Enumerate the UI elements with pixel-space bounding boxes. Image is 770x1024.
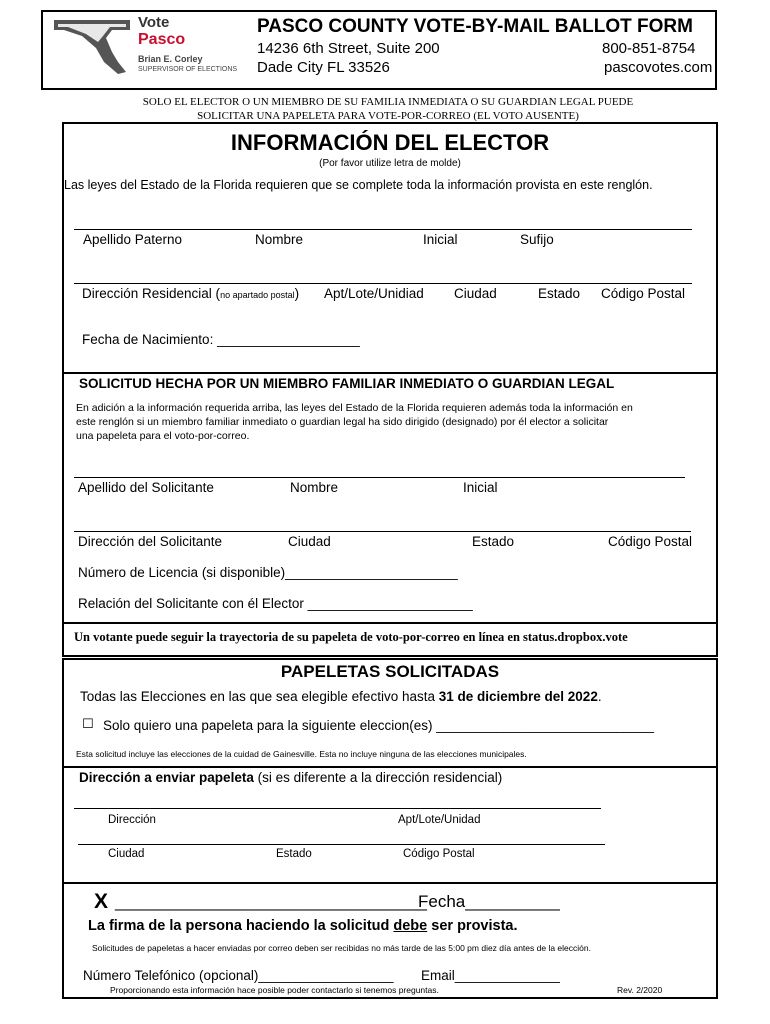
label-apellido-paterno: Apellido Paterno: [83, 232, 183, 247]
footer-note: Proporcionando esta información hace posible poder contactarlo si tenemos preguntas.: [110, 985, 439, 995]
label-apt-lote: Apt/Lote/Unidiad: [324, 286, 424, 301]
label-mail-estado: Estado: [276, 848, 312, 860]
mailing-address-line[interactable]: [74, 808, 601, 809]
notice: [60, 95, 716, 123]
elector-title: INFORMACIÓN DEL ELECTOR: [230, 130, 550, 155]
header-address-2: Dade City FL 33526: [257, 59, 390, 76]
elector-address-line[interactable]: [74, 283, 692, 284]
signature-required-text: [88, 918, 518, 934]
elector-subtitle: (Por favor utilize letra de molde): [319, 158, 461, 169]
family-title: SOLICITUD HECHA POR UN MIEMBRO FAMILIAR INMEDIATO O GUARDIAN LEGAL: [79, 376, 615, 391]
label-ciudad: Ciudad: [454, 286, 497, 301]
label-sufijo: Sufijo: [520, 232, 554, 247]
form-title: PASCO COUNTY VOTE-BY-MAIL BALLOT FORM: [257, 16, 693, 37]
elector-law-text: Las leyes del Estado de la Florida requieren que se complete toda la información provista en este renglón.: [64, 178, 653, 192]
email-field[interactable]: Email______________: [421, 968, 560, 983]
logo-role: SUPERVISOR OF ELECTIONS: [138, 66, 238, 73]
tracking-text: Un votante puede seguir la trayectoria de su papeleta de voto-por-correo en línea en status.dropbox.vote: [74, 630, 628, 644]
address-label-close: ): [294, 286, 300, 301]
deadline-text: Solicitudes de papeletas a hacer enviadas por correo deben ser recibidas no más tarde de las 5:00 pm diez día antes de la elección.: [92, 943, 591, 953]
label-inicial: Inicial: [423, 232, 458, 247]
elector-name-line[interactable]: [74, 229, 692, 230]
label-solicitante-inicial: Inicial: [463, 480, 498, 495]
label-solicitante-ciudad: Ciudad: [288, 534, 331, 549]
header-phone: 800-851-8754: [602, 40, 696, 57]
mailing-city-line[interactable]: [78, 844, 605, 845]
family-text-1: En adición a la información requerida arriba, las leyes del Estado de la Florida requieren además toda la información en: [76, 402, 633, 414]
notice-line-2: SOLICITAR UNA PAPELETA PARA VOTE-POR-CORREO (EL VOTO AUSENTE): [197, 110, 579, 122]
required-prefix: La firma de la persona haciendo la solicitud: [88, 918, 394, 934]
notice-line-1: SOLO EL ELECTOR O UN MIEMBRO DE SU FAMILIA INMEDIATA O SU GUARDIAN LEGAL PUEDE: [142, 96, 634, 108]
all-elections-option[interactable]: [80, 689, 602, 704]
label-solicitante-codigo: Código Postal: [608, 534, 693, 549]
label-mail-apt: Apt/Lote/Unidad: [398, 814, 481, 826]
phone-field[interactable]: Número Telefónico (opcional)__________________: [83, 968, 394, 983]
address-label-text: Dirección Residencial (: [82, 286, 221, 301]
mailing-title-rest: (si es diferente a la dirección residencial): [253, 770, 503, 785]
logo-name: Brian E. Corley: [138, 54, 203, 64]
label-mail-ciudad: Ciudad: [108, 848, 145, 860]
family-text-2: este renglón si un miembro familiar inmediato o guardian legal ha sido dirigido (designado) por él elector a solicitar: [76, 416, 609, 428]
signature-date-field[interactable]: Fecha__________: [418, 892, 560, 911]
label-mail-direccion: Dirección: [108, 814, 156, 826]
label-direccion-residencial: [82, 286, 299, 301]
label-mail-codigo: Código Postal: [403, 848, 475, 860]
signature-line[interactable]: _________________________________: [115, 892, 428, 911]
logo-pasco: Pasco: [138, 31, 186, 48]
mailing-title-bold: Dirección a enviar papeleta: [79, 770, 254, 785]
required-word: debe: [393, 918, 428, 934]
header-address-1: 14236 6th Street, Suite 200: [257, 40, 440, 57]
label-direccion-solicitante: Dirección del Solicitante: [78, 534, 223, 549]
label-solicitante-nombre: Nombre: [290, 480, 339, 495]
applicant-address-line[interactable]: [74, 531, 691, 532]
address-label-small: no apartado postal: [220, 290, 295, 300]
specific-election-text[interactable]: Solo quiero una papeleta para la siguiente eleccion(es) _____________________________: [103, 718, 654, 733]
specific-election-checkbox[interactable]: ☐: [82, 717, 94, 732]
required-suffix: ser provista.: [427, 918, 518, 934]
all-elections-prefix: Todas las Elecciones en las que sea elegible efectivo hasta: [80, 689, 439, 704]
all-elections-date: 31 de diciembre del 2022: [438, 689, 598, 704]
label-apellido-solicitante: Apellido del Solicitante: [78, 480, 214, 495]
family-text-3: una papeleta para el voto-por-correo.: [76, 430, 250, 442]
relation-field[interactable]: Relación del Solicitante con él Elector ______________________: [78, 596, 473, 611]
all-elections-suffix: .: [597, 689, 602, 704]
label-nombre: Nombre: [255, 232, 304, 247]
florida-map-icon: [52, 16, 136, 78]
label-estado: Estado: [538, 286, 581, 301]
logo: [52, 14, 238, 78]
mailing-title: [79, 770, 502, 785]
header-website: pascovotes.com: [604, 59, 713, 76]
label-solicitante-estado: Estado: [472, 534, 515, 549]
license-number-field[interactable]: Número de Licencia (si disponible)_______________________: [78, 565, 458, 580]
birth-date-field[interactable]: Fecha de Nacimiento: ___________________: [82, 332, 360, 347]
signature-x-mark: X: [94, 890, 109, 913]
revision-label: Rev. 2/2020: [617, 985, 663, 995]
applicant-name-line[interactable]: [74, 477, 685, 478]
ballots-title: PAPELETAS SOLICITADAS: [280, 662, 500, 681]
ballots-note: Esta solicitud incluye las elecciones de la cuidad de Gainesville. Esta no incluye ninguna de las elecciones municipales.: [76, 749, 527, 759]
label-codigo-postal: Código Postal: [601, 286, 686, 301]
logo-vote: Vote: [138, 14, 170, 31]
